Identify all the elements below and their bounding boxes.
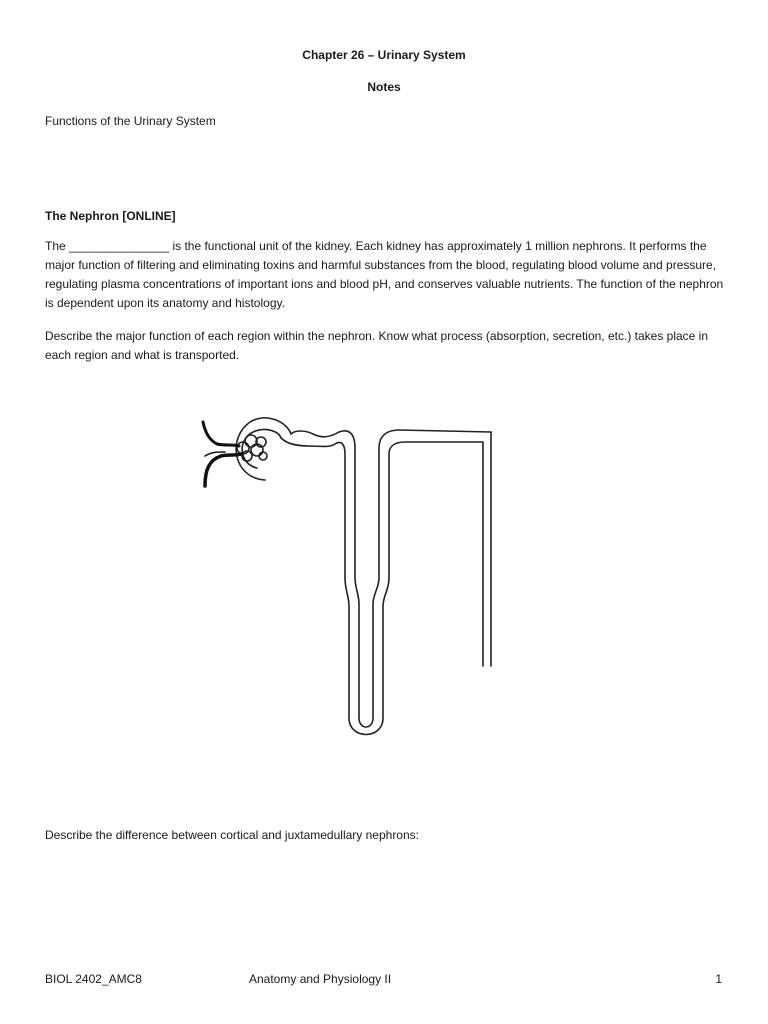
proximal-tubule [291,430,491,727]
nephron-diagram [195,408,505,738]
footer-course-code: BIOL 2402_AMC8 [45,972,142,986]
footer-course-title: Anatomy and Physiology II [249,972,392,986]
nephron-paragraph: The _______________ is the functional unit of the kidney. Each kidney has approximately 1 million nephrons. It performs the major function of filtering and eliminating toxins and harmful substances from the blood, regulating blood volume and pressure, regulating plasma concentrations of important ions and blood pH, and conserves valuable nutrients. The function of the nephron is dependent upon its anatomy and histology. [45,239,724,310]
page-subtitle: Notes [367,80,401,94]
efferent-arteriole [205,454,241,486]
page-title: Chapter 26 – Urinary System [302,48,466,62]
describe-regions-paragraph: Describe the major function of each region within the nephron. Know what process (absorption, secretion, etc.) takes place in each region and what is transported. [45,329,709,362]
descending-limb-inner [281,438,483,735]
describe-difference-prompt: Describe the difference between cortical and juxtamedullary nephrons: [45,828,419,842]
footer-page-number: 1 [715,972,722,986]
functions-label: Functions of the Urinary System [45,114,216,128]
afferent-arteriole [203,422,239,446]
nephron-heading: The Nephron [ONLINE] [45,209,176,223]
